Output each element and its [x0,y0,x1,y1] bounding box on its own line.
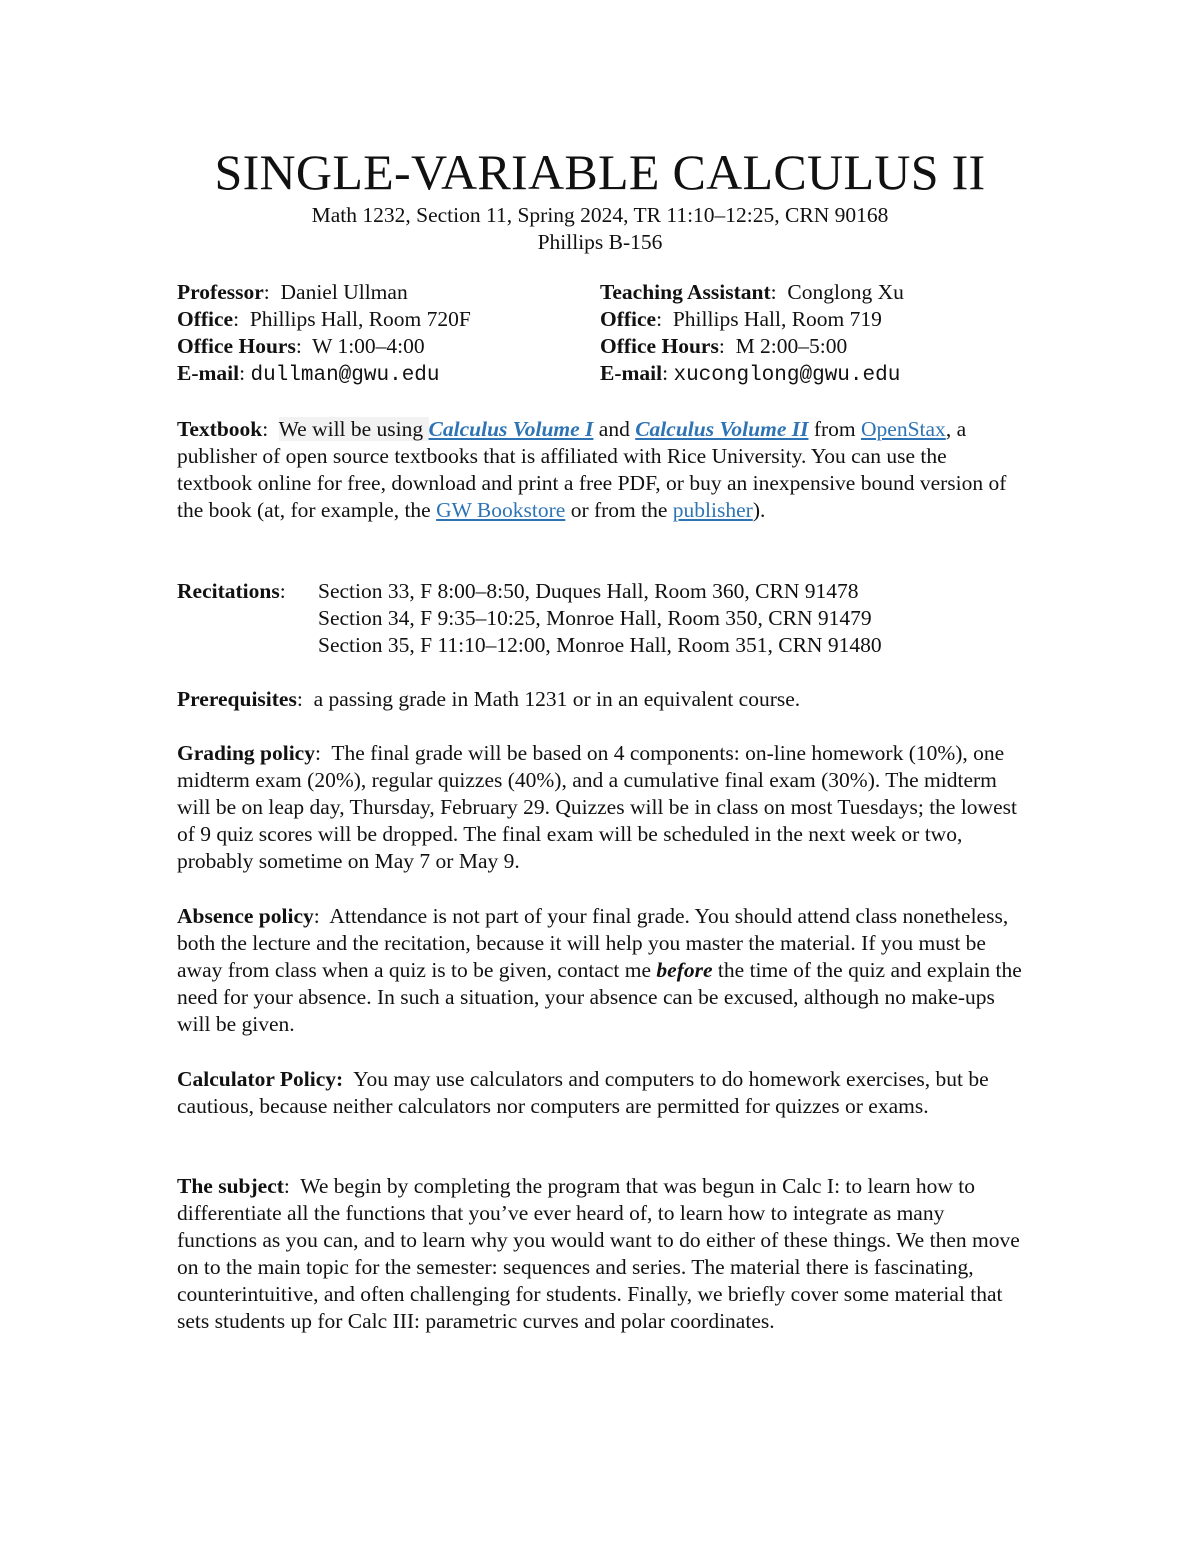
subject-text: We begin by completing the program that was begun in Calc I: to learn how to differentiate all the functions that you’ve ever heard of, to learn how to integrate as many functions as you can, and to learn why you would want to do either of these things. We then move on to the main topic for the semester: sequences and series. The material there is fascinating, counterintuitive, and often challenging for students. Finally, we briefly cover some material that sets students up for Calc III: parametric curves and polar coordinates. [177,1174,1020,1333]
recitation-item: Section 34, F 9:35–10:25, Monroe Hall, Room 350, CRN 91479 [318,606,872,630]
grading-text: The final grade will be based on 4 components: on-line homework (10%), one midterm exam (20%), regular quizzes (40%), and a cumulative final exam (30%). The midterm will be on leap day, Thursday, February 29. Quizzes will be in class on most Tuesdays; the lowest of 9 quiz scores will be dropped. The final exam will be scheduled in the next week or two, probably sometime on May 7 or May 9. [177,741,1017,873]
ta-hours: M 2:00–5:00 [735,334,848,358]
page-title: SINGLE-VARIABLE CALCULUS II [214,144,986,200]
absence-section: Absence policy: Attendance is not part of your final grade. You should attend class nonetheless, both the lecture and the recitation, because it will help you master the material. If you must be away from class when a quiz is to be given, contact me before the time of the quiz and explain the need for your absence. In such a situation, your absence can be excused, although no make-ups will be given. [177,904,1022,1036]
gw-bookstore-link[interactable]: GW Bookstore [436,498,566,522]
prerequisites-label: Prerequisites [177,687,297,711]
subject-label: The subject [177,1174,284,1198]
absence-label: Absence policy [177,904,314,928]
course-info [0,202,1200,256]
textbook-section: Textbook: We will be using Calculus Volume I and Calculus Volume II from OpenStax, a publisher of open source textbooks that is affiliated with Rice University. You can use the textbook online for free, download and print a free PDF, or buy an inexpensive bound version of the book (at, for example, the GW Bookstore or from the publisher). [177,417,1007,522]
course-info-line: Math 1232, Section 11, Spring 2024, TR 11:10–12:25, CRN 90168 [311,203,889,227]
textbook-label: Textbook [177,417,263,441]
calculator-section [177,1066,1027,1120]
calculator-label: Calculator Policy: [177,1067,344,1091]
publisher-link[interactable]: publisher [672,498,753,522]
calculus-volume-1-link[interactable]: Calculus Volume I [428,417,594,441]
ta-info: Teaching Assistant: Conglong Xu Office: Phillips Hall, Room 719 Office Hours: M 2:00–5:00 E-mail: xuconglong@gwu.edu [600,280,904,387]
professor-email: dullman@gwu.edu [250,364,440,387]
recitations-list [318,578,882,659]
ta-email: xuconglong@gwu.edu [673,364,901,387]
prerequisites-section: Prerequisites: a passing grade in Math 1231 or in an equivalent course. [177,687,801,711]
openstax-link[interactable]: OpenStax [861,417,946,441]
professor-hours: W 1:00–4:00 [312,334,425,358]
prerequisites-text: a passing grade in Math 1231 or in an equivalent course. [313,687,801,711]
recitation-item: Section 35, F 11:10–12:00, Monroe Hall, Room 351, CRN 91480 [318,633,882,657]
grading-label: Grading policy [177,741,315,765]
professor-office: Phillips Hall, Room 720F [249,307,471,331]
calculator-text: You may use calculators and computers to do homework exercises, but be cautious, because neither calculators nor computers are permitted for quizzes or exams. [177,1067,989,1118]
subject-section: The subject: We begin by completing the program that was begun in Calc I: to learn how to differentiate all the functions that you’ve ever heard of, to learn how to integrate as many functions as you can, and to learn why you would want to do either of these things. We then move on to the main topic for the semester: sequences and series. The material there is fascinating, counterintuitive, and often challenging for students. Finally, we briefly cover some material that sets students up for Calc III: parametric curves and polar coordinates. [177,1174,1020,1333]
recitations-label: Recitations [177,579,280,603]
course-room-line: Phillips B-156 [537,230,663,254]
calculus-volume-2-link[interactable]: Calculus Volume II [635,417,809,441]
recitations-label-wrap: Recitations: [177,579,286,603]
ta-name: Conglong Xu [787,280,904,304]
recitation-item: Section 33, F 8:00–8:50, Duques Hall, Room 360, CRN 91478 [318,579,859,603]
emphasis-before: before [656,958,713,982]
professor-name: Daniel Ullman [280,280,408,304]
professor-info: Professor: Daniel Ullman Office: Phillips Hall, Room 720F Office Hours: W 1:00–4:00 E-mail: dullman@gwu.edu [177,280,471,387]
ta-office: Phillips Hall, Room 719 [672,307,882,331]
grading-section: Grading policy: The final grade will be based on 4 components: on-line homework (10%), one midterm exam (20%), regular quizzes (40%), and a cumulative final exam (30%). The midterm will be on leap day, Thursday, February 29. Quizzes will be in class on most Tuesdays; the lowest of 9 quiz scores will be dropped. The final exam will be scheduled in the next week or two, probably sometime on May 7 or May 9. [177,741,1017,873]
